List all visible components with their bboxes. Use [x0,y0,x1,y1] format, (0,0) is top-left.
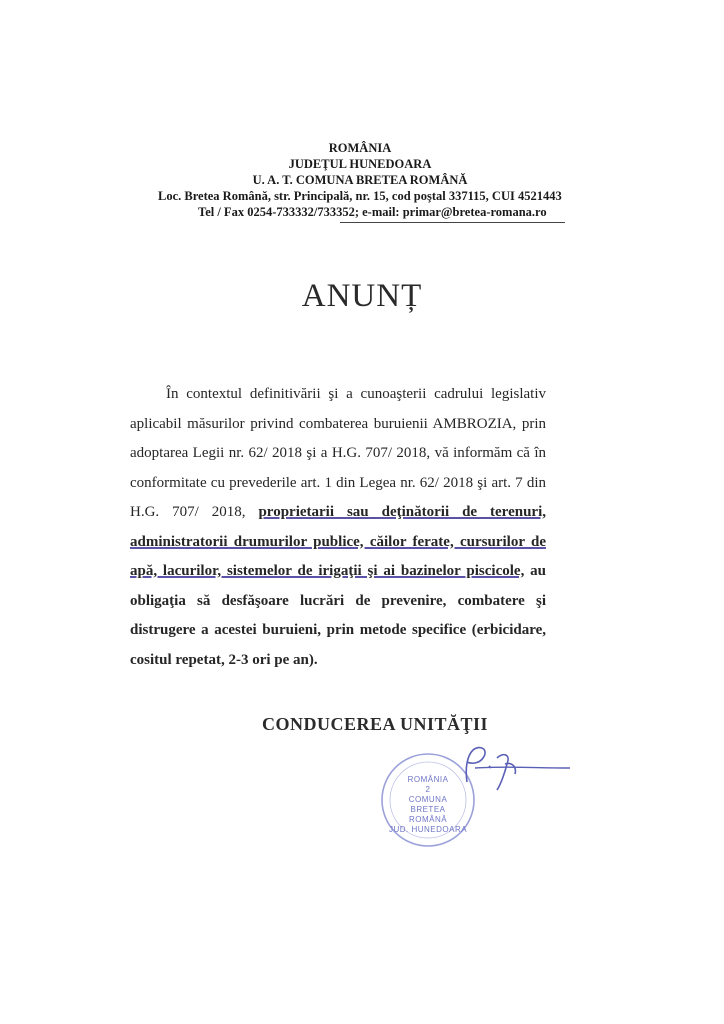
header-unit: U. A. T. COMUNA BRETEA ROMÂNĂ [252,173,468,187]
header-address: Loc. Bretea Română, str. Principală, nr. 15, cod poştal 337115, CUI 4521443 [158,189,562,203]
body-emphasis: proprietarii sau deţinătorii de terenuri, administratorii drumurilor publice, căilor ferate, cursurilor de apă, lacurilor, sistemelor de irigaţii şi ai bazinelor piscicole, [130,504,546,579]
body-obligation: au obligaţia să desfăşoare lucrări de prevenire, combatere şi distrugere a acestei buruieni, prin metode specifice (erbicidare, cositul repetat, 2-3 ori pe an). [130,563,547,668]
announcement-body [130,380,546,675]
stamp-line: 2 [425,785,431,794]
stamp-line: ROMÂNIA [407,775,449,784]
stamp-line: ROMÂNĂ [408,815,448,824]
header-divider [340,222,565,223]
letterhead [150,140,570,220]
stamp-line: BRETEA [410,805,446,814]
header-country: ROMÂNIA [328,141,392,155]
body-intro: În contextul definitivării şi a cunoaşterii cadrului legislativ aplicabil măsurilor privind combaterea buruienii AMBROZIA, prin adoptarea Legii nr. 62/ 2018 şi a H.G. 707/ 2018, vă informăm că în conformitate cu prevederile art. 1 din Legea nr. 62/ 2018 şi art. 7 din H.G. 707/ 2018, [130,386,546,520]
announcement-paragraph [130,380,546,675]
stamp-line: JUD. HUNEDOARA [388,825,468,834]
handwritten-signature [445,738,575,798]
stamp-line: COMUNA [408,795,448,804]
document-title: ANUNȚ [301,278,423,314]
header-county: JUDEŢUL HUNEDOARA [288,157,432,171]
header-contact: Tel / Fax 0254-733332/733352; e-mail: primar@bretea-romana.ro [198,205,547,219]
signature-title: CONDUCEREA UNITĂŢII [262,714,489,734]
